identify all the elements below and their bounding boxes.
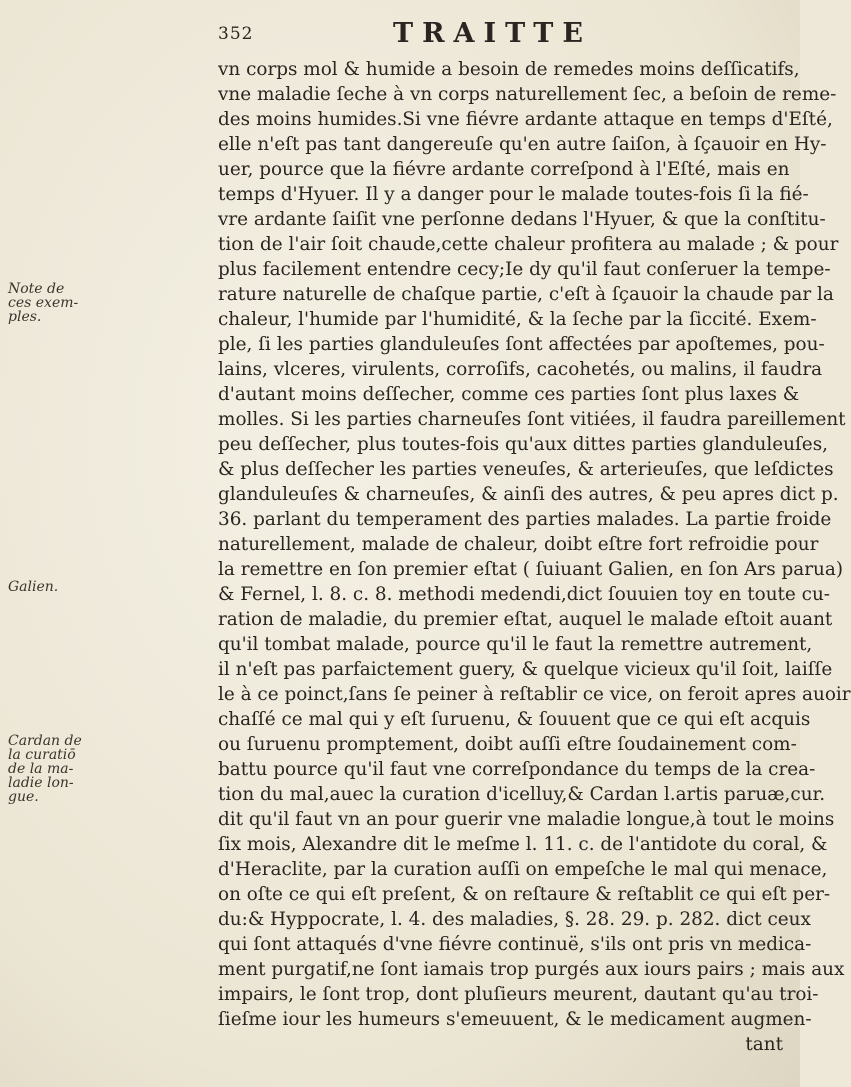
margin-note-line: ples.	[8, 309, 42, 325]
page-number: 352	[218, 24, 254, 44]
text-line: ment purgatif,ne ſont iamais trop purgés aux iours pairs ; mais aux	[218, 959, 845, 980]
text-line: chaſſé ce mal qui y eſt ſuruenu, & ſouuent que ce qui eſt acquis	[218, 709, 811, 730]
text-line: qui ſont attaqués d'vne fiévre continuë, s'ils ont pris vn medica-	[218, 934, 812, 955]
margin-note-line: ladie lon-	[8, 775, 74, 791]
text-line: plus facilement entendre cecy;Ie dy qu'il faut conſeruer la tempe-	[218, 259, 831, 280]
text-line: ou ſuruenu promptement, doibt auſſi eſtre ſoudainement com-	[218, 734, 797, 755]
text-line: ſix mois, Alexandre dit le meſme l. 11. c. de l'antidote du coral, &	[218, 834, 828, 855]
text-line: 36. parlant du temperament des parties malades. La partie froide	[218, 509, 832, 530]
text-line: on oſte ce qui eſt preſent, & on reſtaure & reſtablit ce qui eſt per-	[218, 884, 831, 905]
margin-note-line: Note de	[8, 281, 65, 297]
text-line: ple, ſi les parties glanduleuſes ſont affectées par apoſtemes, pou-	[218, 334, 825, 355]
text-line: tion du mal,auec la curation d'icelluy,& Cardan l.artis paruæ,cur.	[218, 784, 826, 805]
margin-note-line: Cardan de	[8, 733, 82, 749]
text-line: dit qu'il faut vn an pour guerir vne maladie longue,à tout le moins	[218, 809, 835, 830]
text-line: rature naturelle de chaſque partie, c'eſt à ſçauoir la chaude par la	[218, 284, 834, 305]
text-line: vre ardante ſaiſit vne perſonne dedans l'Hyuer, & que la conſtitu-	[218, 209, 826, 230]
text-line: la remettre en ſon premier eſtat ( ſuiuant Galien, en ſon Ars parua)	[218, 559, 843, 580]
text-line: le à ce poinct,ſans ſe peiner à reſtablir ce vice, on feroit apres auoir	[218, 684, 851, 705]
text-line: chaleur, l'humide par l'humidité, & la ſeche par la ſiccité. Exem-	[218, 309, 817, 330]
margin-note-line: Galien.	[8, 579, 59, 595]
text-line: vne maladie ſeche à vn corps naturellement ſec, a beſoin de reme-	[218, 84, 837, 105]
text-line: d'Heraclite, par la curation auſſi on empeſche le mal qui menace,	[218, 859, 828, 880]
text-line: battu pource qu'il faut vne correſpondance du temps de la crea-	[218, 759, 816, 780]
text-line: ſieſme iour les humeurs s'emeuuent, & le medicament augmen-	[218, 1009, 812, 1030]
text-line: il n'eſt pas parfaictement guery, & quelque vicieux qu'il ſoit, laiſſe	[218, 659, 833, 680]
text-line: ration de maladie, du premier eſtat, auquel le malade eſtoit auant	[218, 609, 833, 630]
margin-note-galien	[8, 580, 58, 594]
text-line: lains, vlceres, virulents, corroſifs, cacohetés, ou malins, il faudra	[218, 359, 823, 380]
text-line: & Fernel, l. 8. c. 8. methodi medendi,dict ſouuien toy en toute cu-	[218, 584, 831, 605]
text-line: molles. Si les parties charneuſes ſont vitiées, il faudra pareillement	[218, 409, 846, 430]
text-line: vn corps mol & humide a besoin de remedes moins deſſicatifs,	[218, 59, 800, 80]
text-line: du:& Hyppocrate, l. 4. des maladies, §. 28. 29. p. 282. dict ceux	[218, 909, 811, 930]
text-line: tant	[745, 1034, 783, 1055]
margin-note-line: la curatiō	[8, 747, 76, 763]
text-line: qu'il tombat malade, pource qu'il le faut la remettre autrement,	[218, 634, 813, 655]
text-line: peu deſſecher, plus toutes-fois qu'aux dittes parties glanduleuſes,	[218, 434, 828, 455]
margin-note-line: gue.	[8, 789, 39, 805]
text-line: tion de l'air ſoit chaude,cette chaleur profitera au malade ; & pour	[218, 234, 839, 255]
text-line: naturellement, malade de chaleur, doibt eſtre fort refroidie pour	[218, 534, 819, 555]
text-line: & plus deſſecher les parties veneuſes, & arterieuſes, que leſdictes	[218, 459, 834, 480]
text-line: elle n'eſt pas tant dangereuſe qu'en autre ſaiſon, à ſçauoir en Hy-	[218, 134, 827, 155]
margin-note-line: de la ma-	[8, 761, 74, 777]
text-line: des moins humides.Si vne fiévre ardante attaque en temps d'Eſté,	[218, 109, 833, 130]
margin-note-examples	[8, 282, 78, 324]
text-line: d'autant moins deſſecher, comme ces parties ſont plus laxes &	[218, 384, 800, 405]
text-line: temps d'Hyuer. Il y a danger pour le malade toutes-fois ſi la fié-	[218, 184, 809, 205]
body-text	[218, 57, 851, 1057]
running-title: TRAITTE	[393, 18, 592, 49]
margin-note-line: ces exem-	[8, 295, 79, 311]
margin-note-cardan	[8, 734, 82, 804]
text-line: glanduleuſes & charneuſes, & ainſi des autres, & peu apres dict p.	[218, 484, 839, 505]
page-header	[218, 18, 760, 54]
text-line: impairs, le ſont trop, dont pluſieurs meurent, dautant qu'au troi-	[218, 984, 819, 1005]
text-line: uer, pource que la fiévre ardante correſpond à l'Eſté, mais en	[218, 159, 790, 180]
